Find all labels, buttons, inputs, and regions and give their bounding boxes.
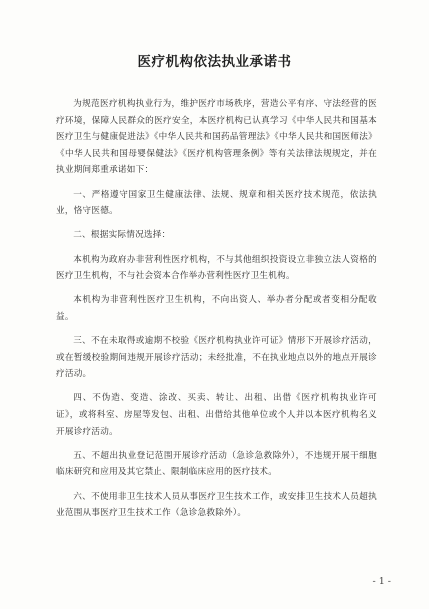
paragraph-item-1: 一、严格遵守国家卫生健康法律、法规、规章和相关医疗技术规范，依法执业，恪守医德。 bbox=[56, 189, 377, 217]
page-number: - 1 - bbox=[372, 576, 391, 587]
document-body bbox=[56, 96, 377, 529]
paragraph-intro: 为规范医疗机构执业行为，维护医疗市场秩序，营造公平有序、守法经营的医疗环境，保障人民群众的医疗安全，本医疗机构已认真学习《中华人民共和国基本医疗卫生与健康促进法》《中华人民共和国药品管理法》《中华人民共和国医师法》《中华人民共和国母婴保健法》《医疗机构管理条例》等有关法律法规规定，并在执业期间郑重承诺如下： bbox=[56, 99, 377, 176]
paragraph-item-2: 二、根据实际情况选择： bbox=[73, 230, 171, 241]
paragraph-item-2-option-b: 本机构为非营利性医疗卫生机构，不向出资人、举办者分配或者变相分配收益。 bbox=[56, 295, 377, 322]
paragraph-item-6: 六、不使用非卫生技术人员从事医疗卫生技术工作，或安排卫生技术人员超执业范围从事医疗卫生技术工作（急诊急救除外）。 bbox=[56, 491, 377, 519]
document-title: 医疗机构依法执业承诺书 bbox=[137, 54, 292, 70]
paragraph-item-5: 五、不超出执业登记范围开展诊疗活动（急诊急救除外），不违规开展干细胞临床研究和应用及其它禁止、限制临床应用的医疗技术。 bbox=[56, 450, 377, 478]
paragraph-item-2-option-a: 本机构为政府办非营利性医疗机构，不与其他组织投资设立非独立法人资格的医疗卫生机构，不与社会资本合作举办营利性医疗卫生机构。 bbox=[56, 254, 377, 282]
paragraph-item-4: 四、不伪造、变造、涂改、买卖、转让、出租、出借《医疗机构执业许可证》，或将科室、房屋等发包、出租、出借给其他单位或个人并以本医疗机构名义开展诊疗活动。 bbox=[56, 393, 377, 437]
paragraph-item-3: 三、不在未取得或逾期不校验《医疗机构执业许可证》情形下开展诊疗活动，或在暂缓校验期间违规开展诊疗活动；未经批准，不在执业地点以外的地点开展诊疗活动。 bbox=[56, 336, 377, 380]
